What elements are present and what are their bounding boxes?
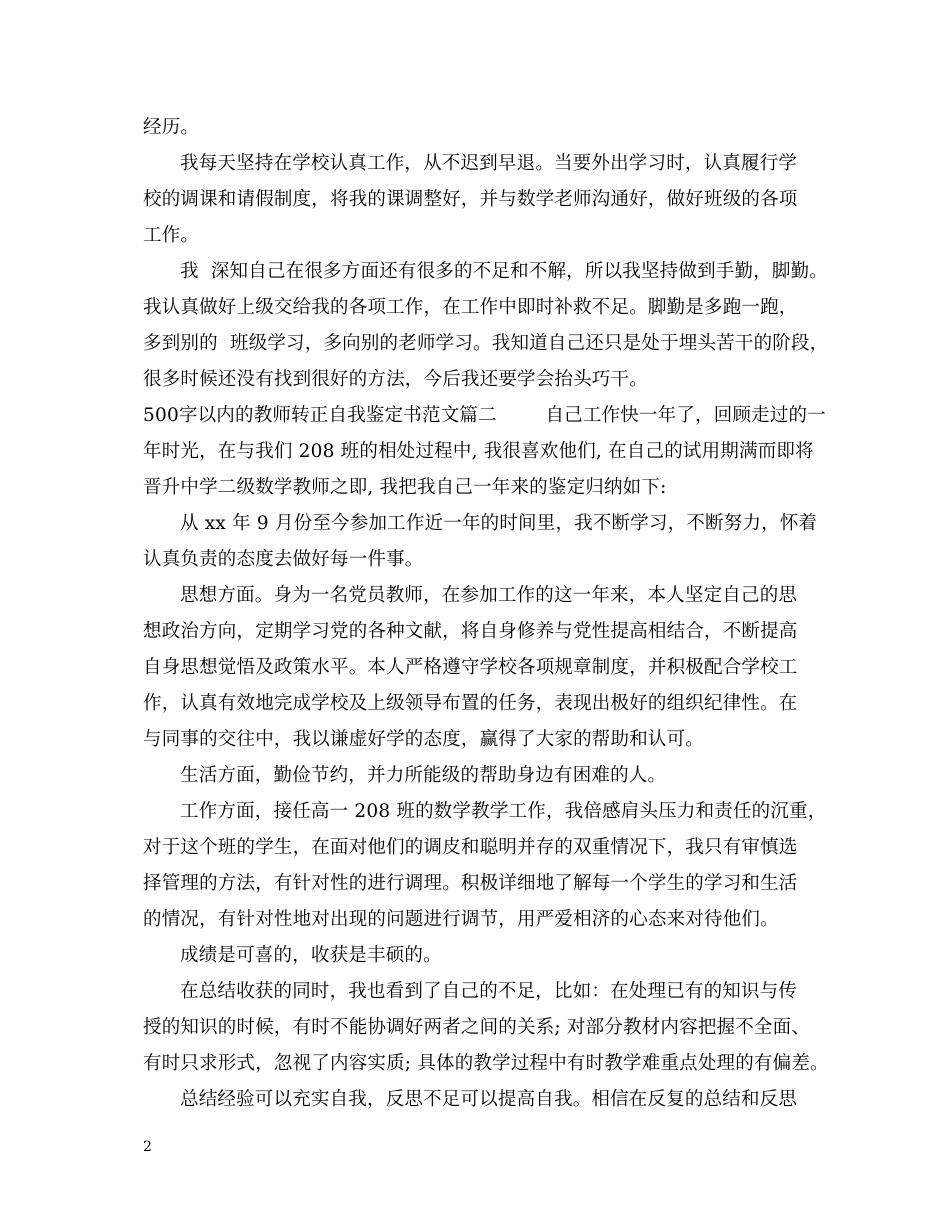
text-line: 我每天坚持在学校认真工作，从不迟到早退。当要外出学习时，认真履行学 <box>180 153 798 174</box>
text-line: 经历。 <box>143 117 200 138</box>
text-line: 自身思想觉悟及政策水平。本人严格遵守学校各项规章制度，并积极配合学校工 <box>143 657 798 678</box>
section-heading-line: 500字以内的教师转正自我鉴定书范文篇二 自己工作快一年了，回顾走过的一 <box>143 405 826 426</box>
text-line: 在总结收获的同时，我也看到了自己的不足，比如：在处理已有的知识与传 <box>180 981 798 1002</box>
text-line: 作，认真有效地完成学校及上级领导布置的任务，表现出极好的组织纪律性。在 <box>143 693 798 714</box>
text-line: 与同事的交往中，我以谦虚好学的态度，赢得了大家的帮助和认可。 <box>143 729 705 750</box>
text-line: 从 xx 年 9 月份至今参加工作近一年的时间里，我不断学习，不断努力，怀着 <box>180 513 818 534</box>
text-line: 想政治方向，定期学习党的各种文献，将自身修养与党性提高相结合，不断提高 <box>143 621 798 642</box>
text-line: 很多时候还没有找到很好的方法，今后我还要学会抬头巧干。 <box>143 369 648 390</box>
text-line: 的情况，有针对性地对出现的问题进行调节，用严爱相济的心态来对待他们。 <box>143 909 779 930</box>
text-line: 我 深知自己在很多方面还有很多的不足和不解，所以我坚持做到手勤，脚勤。 <box>180 261 828 282</box>
text-line: 择管理的方法，有针对性的进行调理。积极详细地了解每一个学生的学习和生活 <box>143 873 798 894</box>
text-line: 工作。 <box>143 225 200 246</box>
text-line: 成绩是可喜的，收获是丰硕的。 <box>180 945 442 966</box>
text-line: 有时只求形式，忽视了内容实质; 具体的教学过程中有时教学难重点处理的有偏差。 <box>143 1053 829 1074</box>
text-line: 晋升中学二级数学教师之即, 我把我自己一年来的鉴定归纳如下: <box>143 477 667 498</box>
text-line: 校的调课和请假制度，将我的课调整好，并与数学老师沟通好，做好班级的各项 <box>143 189 798 210</box>
text-line: 工作方面，接任高一 208 班的数学教学工作，我倍感肩头压力和责任的沉重， <box>180 801 827 822</box>
page-number: 2 <box>143 1139 152 1155</box>
text-line: 认真负责的态度去做好每一件事。 <box>143 549 424 570</box>
text-line: 思想方面。身为一名党员教师，在参加工作的这一年来，本人坚定自己的思 <box>180 585 798 606</box>
text-line: 对于这个班的学生，在面对他们的调皮和聪明并存的双重情况下，我只有审慎选 <box>143 837 798 858</box>
text-line: 我认真做好上级交给我的各项工作，在工作中即时补救不足。脚勤是多跑一跑， <box>143 297 798 318</box>
text-line: 生活方面，勤俭节约，并力所能级的帮助身边有困难的人。 <box>180 765 667 786</box>
text-line: 年时光，在与我们 208 班的相处过程中, 我很喜欢他们, 在自己的试用期满而即将 <box>143 441 814 462</box>
text-line: 总结经验可以充实自我，反思不足可以提高自我。相信在反复的总结和反思 <box>180 1089 798 1110</box>
text-line: 多到别的 班级学习，多向别的老师学习。我知道自己还只是处于埋头苦干的阶段， <box>143 333 829 354</box>
text-line: 授的知识的时候，有时不能协调好两者之间的关系; 对部分教材内容把握不全面、 <box>143 1017 811 1038</box>
